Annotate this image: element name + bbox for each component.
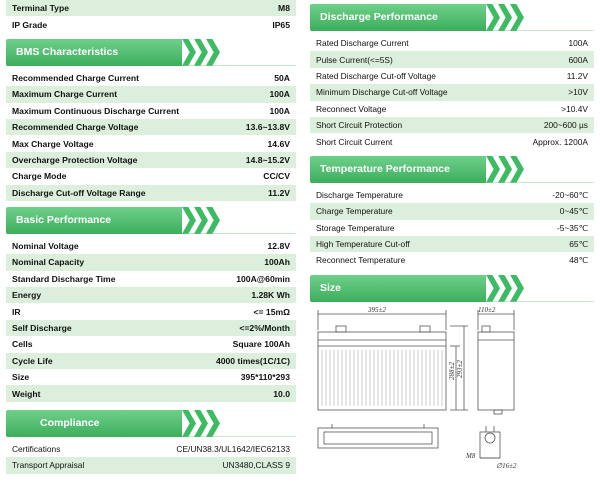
row-label: Charge Temperature <box>316 206 393 217</box>
left-column <box>6 0 296 474</box>
table-row <box>310 117 594 133</box>
table-row <box>310 101 594 117</box>
table-row <box>6 320 296 336</box>
section-header-discharge <box>310 4 594 31</box>
row-label: Max Charge Voltage <box>12 138 94 149</box>
row-label: Size <box>12 372 30 383</box>
bms-table <box>6 70 296 201</box>
row-value: CE/UN38.3/UL1642/IEC62133 <box>176 444 290 454</box>
section-header-bms <box>6 39 296 66</box>
row-label: Self Discharge <box>12 323 72 334</box>
row-label: Maximum Continuous Discharge Current <box>12 105 180 116</box>
row-label: Rated Discharge Current <box>316 38 409 49</box>
row-value: <= 15mΩ <box>253 306 290 317</box>
battery-side-view <box>478 332 514 410</box>
row-value: 200~600 µs <box>543 120 588 131</box>
row-label: Short Circuit Protection <box>316 120 403 131</box>
row-label: Reconnect Voltage <box>316 103 387 114</box>
section-header-size <box>310 275 594 302</box>
row-value: 0~45℃ <box>559 206 588 217</box>
table-row <box>6 457 296 473</box>
table-row <box>310 187 594 203</box>
row-value: 1.28K Wh <box>251 290 290 301</box>
row-value: 100A <box>269 89 290 100</box>
section-title: Size <box>320 281 342 294</box>
table-row <box>6 369 296 385</box>
table-row <box>310 84 594 100</box>
table-row <box>6 254 296 270</box>
row-value: 4000 times(1C/1C) <box>215 355 290 366</box>
temperature-table <box>310 187 594 269</box>
dim-width: 110±2 <box>478 306 496 314</box>
table-row <box>6 238 296 254</box>
table-row <box>6 271 296 287</box>
table-row <box>6 86 296 102</box>
section-header-temperature <box>310 156 594 183</box>
row-value: 100A <box>269 105 290 116</box>
table-row <box>310 68 594 84</box>
basic-table <box>6 238 296 402</box>
table-row <box>310 133 594 149</box>
row-label: Recommended Charge Voltage <box>12 122 139 133</box>
row-value: 10.0 <box>273 388 290 399</box>
row-value: 14.8~15.2V <box>245 154 290 165</box>
row-label: Nominal Capacity <box>12 257 85 268</box>
section-title: Basic Performance <box>16 213 112 226</box>
section-title: Temperature Performance <box>320 162 450 175</box>
table-row <box>310 51 594 67</box>
table-row <box>6 119 296 135</box>
row-label: Cycle Life <box>12 355 53 366</box>
table-row <box>6 168 296 184</box>
row-value: IP65 <box>272 19 290 30</box>
row-label: Short Circuit Current <box>316 136 393 147</box>
battery-top-view <box>318 428 438 448</box>
row-label: Pulse Current(<=5S) <box>316 54 393 65</box>
row-label: Overcharge Protection Voltage <box>12 154 138 165</box>
row-label: Rated Discharge Cut-off Voltage <box>316 70 436 81</box>
row-label: Nominal Voltage <box>12 241 79 252</box>
table-row <box>6 287 296 303</box>
table-row <box>6 353 296 369</box>
table-row <box>6 185 296 201</box>
row-label: Recommended Charge Current <box>12 72 140 83</box>
row-value: 395*110*293 <box>240 372 290 383</box>
row-label: High Temperature Cut-off <box>316 239 410 250</box>
terminal-drawing <box>480 432 500 458</box>
table-row <box>6 70 296 86</box>
row-label: Maximum Charge Current <box>12 89 118 100</box>
row-label: Weight <box>12 388 41 399</box>
row-label: IR <box>12 306 21 317</box>
table-row <box>6 303 296 319</box>
row-label: Discharge Temperature <box>316 189 403 200</box>
row-label: Discharge Cut-off Voltage Range <box>12 187 146 198</box>
row-value: 11.2V <box>268 187 290 198</box>
row-label: Terminal Type <box>12 3 69 14</box>
section-title: Discharge Performance <box>320 11 438 23</box>
dim-terminal-dia: ∅16±2 <box>496 462 517 470</box>
row-value: >10.4V <box>561 103 588 114</box>
row-label: Minimum Discharge Cut-off Voltage <box>316 87 448 98</box>
row-value: UN3480,CLASS 9 <box>222 460 290 471</box>
row-label: Standard Discharge Time <box>12 273 116 284</box>
row-value: 50A <box>274 72 290 83</box>
table-row <box>310 35 594 51</box>
general-table <box>6 0 296 33</box>
right-column <box>310 0 594 306</box>
row-value: 100A <box>568 38 588 49</box>
row-value: <=2%/Month <box>239 323 290 334</box>
section-title: Compliance <box>40 416 100 429</box>
row-value: >10V <box>568 87 588 98</box>
discharge-table <box>310 35 594 150</box>
row-value: M8 <box>278 3 290 14</box>
row-label: Energy <box>12 290 42 301</box>
section-title: BMS Characteristics <box>16 45 119 58</box>
table-row <box>6 336 296 352</box>
terminal-label: M8 <box>466 452 476 460</box>
table-row <box>6 441 296 457</box>
row-value: 100A@60min <box>236 273 290 284</box>
compliance-table <box>6 441 296 474</box>
dim-height-inner: 288±2 <box>448 362 456 380</box>
table-row <box>310 252 594 268</box>
row-value: -20~60℃ <box>552 189 588 200</box>
row-value: -5~35℃ <box>556 222 588 233</box>
dim-height-total: 293±2 <box>456 360 464 378</box>
row-value: 12.8V <box>267 241 290 252</box>
dim-length: 395±2 <box>368 306 386 314</box>
row-value: 13.6~13.8V <box>245 122 290 133</box>
table-row <box>310 220 594 236</box>
table-row <box>310 236 594 252</box>
section-header-compliance <box>6 410 296 437</box>
table-row <box>6 0 296 16</box>
table-row <box>6 135 296 151</box>
row-value: CC/CV <box>263 171 290 182</box>
row-label: Reconnect Temperature <box>316 255 406 266</box>
table-row <box>6 385 296 401</box>
row-label: Storage Temperature <box>316 222 395 233</box>
section-header-basic <box>6 207 296 234</box>
row-label: Charge Mode <box>12 171 67 182</box>
row-value: 14.6V <box>267 138 290 149</box>
row-label: Transport Appraisal <box>12 460 85 471</box>
row-value: 600A <box>568 54 588 65</box>
table-row <box>6 103 296 119</box>
row-value: 65℃ <box>569 239 588 250</box>
row-label: IP Grade <box>12 19 48 30</box>
row-label: Certifications <box>12 444 61 454</box>
dimension-drawing <box>310 300 594 480</box>
row-value: Square 100Ah <box>232 339 290 350</box>
row-value: 11.2V <box>566 70 588 81</box>
table-row <box>6 152 296 168</box>
table-row <box>310 203 594 219</box>
row-value: 100Ah <box>264 257 290 268</box>
row-value: 48℃ <box>569 255 588 266</box>
table-row <box>6 16 296 32</box>
row-value: Approx. 1200A <box>532 136 588 147</box>
row-label: Cells <box>12 339 33 350</box>
